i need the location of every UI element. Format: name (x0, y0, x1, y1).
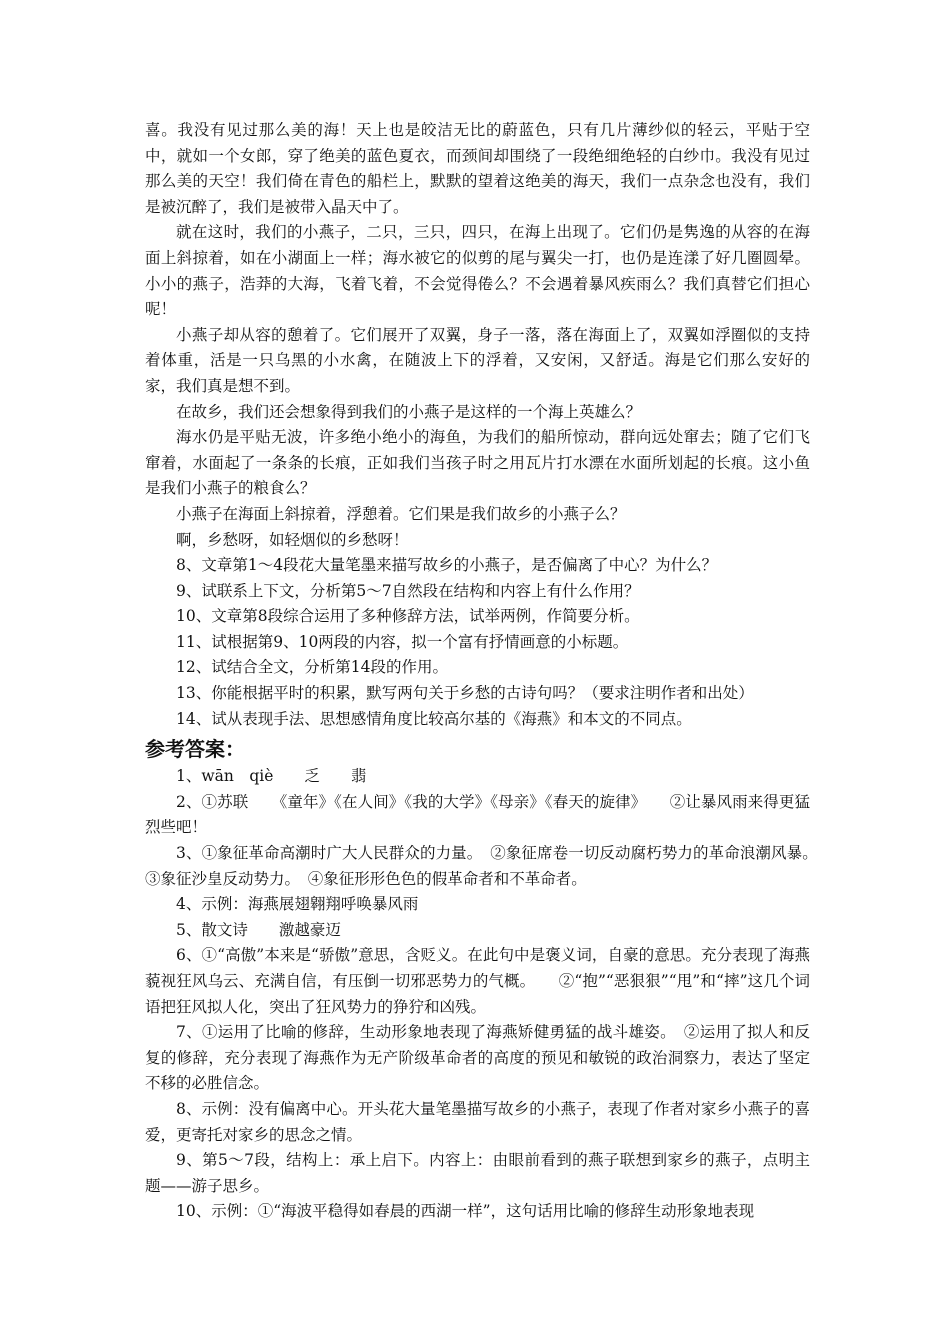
article-paragraph-3: 小燕子却从容的憩着了。它们展开了双翼，身子一落，落在海面上了，双翼如浮圈似的支持着体重，活是一只乌黑的小水禽，在随波上下的浮着，又安闲，又舒适。海是它们那么安好的家，我们真是想不到。 (145, 325, 810, 395)
question-11: 11、试根据第9、10两段的内容，拟一个富有抒情画意的小标题。 (176, 632, 629, 651)
answer-4: 4、示例：海燕展翅翱翔呼唤暴风雨 (176, 895, 419, 914)
answer-8: 8、示例：没有偏离中心。开头花大量笔墨描写故乡的小燕子，表现了作者对家乡小燕子的喜爱，更寄托对家乡的思念之情。 (145, 1099, 810, 1144)
question-14: 14、试从表现手法、思想感情角度比较高尔基的《海燕》和本文的不同点。 (176, 709, 692, 728)
answers-heading: 参考答案： (145, 737, 245, 762)
answer-3: 3、①象征革命高潮时广大人民群众的力量。 ②象征席卷一切反动腐朽势力的革命浪潮风暴。 ③象征沙皇反动势力。 ④象征形形色色的假革命者和不革命者。 (145, 844, 826, 888)
answer-7: 7、①运用了比喻的修辞，生动形象地表现了海燕矫健勇猛的战斗雄姿。 ②运用了拟人和反复的修辞，充分表现了海燕作为无产阶级革命者的高度的预见和敏锐的政治洞察力，表达了坚定不移的必胜信念。 (145, 1023, 810, 1093)
document-page (145, 118, 826, 1225)
question-10: 10、文章第8段综合运用了多种修辞方法，试举两例，作简要分析。 (176, 607, 640, 626)
answer-5: 5、散文诗 激越豪迈 (176, 920, 341, 939)
answer-10: 10、示例：①“海波平稳得如春晨的西湖一样”，这句话用比喻的修辞生动形象地表现 (176, 1202, 755, 1221)
answer-1: 1、wān qiè 乏 翡 (176, 767, 367, 786)
article-paragraph-6: 小燕子在海面上斜掠着，浮憩着。它们果是我们故乡的小燕子么？ (176, 504, 626, 523)
question-8: 8、文章第1～4段花大量笔墨来描写故乡的小燕子，是否偏离了中心？为什么？ (176, 556, 718, 575)
question-12: 12、试结合全文，分析第14段的作用。 (176, 658, 448, 677)
article-paragraph-1: 喜。我没有见过那么美的海！天上也是皎洁无比的蔚蓝色，只有几片薄纱似的轻云，平贴于空中，就如一个女郎，穿了绝美的蓝色夏衣，而颈间却围绕了一段绝细绝轻的白纱巾。我没有见过那么美的天空！我们倚在青色的船栏上，默默的望着这绝美的海天，我们一点杂念也没有，我们是被沉醉了，我们是被带入晶天中了。 (145, 121, 810, 216)
article-paragraph-7: 啊，乡愁呀，如轻烟似的乡愁呀！ (176, 530, 409, 549)
answer-6: 6、①“高傲”本来是“骄傲”意思，含贬义。在此句中是褒义词，自豪的意思。充分表现了海燕藐视狂风乌云、充满自信，有压倒一切邪恶势力的气概。 ②“抱”“恶狠狠”“甩”和“摔”这几个词语把狂风拟人化，突出了狂风势力的狰狞和凶残。 (145, 946, 810, 1016)
answer-9: 9、第5～7段，结构上：承上启下。内容上：由眼前看到的燕子联想到家乡的燕子，点明主题——游子思乡。 (145, 1151, 810, 1195)
article-paragraph-5: 海水仍是平贴无波，许多绝小绝小的海鱼，为我们的船所惊动，群向远处窜去；随了它们飞窜着，水面起了一条条的长痕，正如我们当孩子时之用瓦片打水漂在水面所划起的长痕。这小鱼是我们小燕子的粮食么？ (145, 428, 810, 498)
question-9: 9、试联系上下文，分析第5～7自然段在结构和内容上有什么作用？ (176, 581, 640, 600)
article-paragraph-2: 就在这时，我们的小燕子，二只，三只，四只，在海上出现了。它们仍是隽逸的从容的在海面上斜掠着，如在小湖面上一样；海水被它的似剪的尾与翼尖一打，也仍是连漾了好几圈圆晕。小小的燕子，浩莽的大海，飞着飞着，不会觉得倦么？不会遇着暴风疾雨么？我们真替它们担心呢！ (145, 223, 810, 319)
article-paragraph-4: 在故乡，我们还会想象得到我们的小燕子是这样的一个海上英雄么？ (176, 402, 642, 421)
answer-2: 2、①苏联 《童年》《在人间》《我的大学》《母亲》《春天的旋律》 ②让暴风雨来得更猛烈些吧！ (145, 792, 810, 837)
question-13: 13、你能根据平时的积累，默写两句关于乡愁的古诗句吗？（要求注明作者和出处） (176, 684, 754, 703)
